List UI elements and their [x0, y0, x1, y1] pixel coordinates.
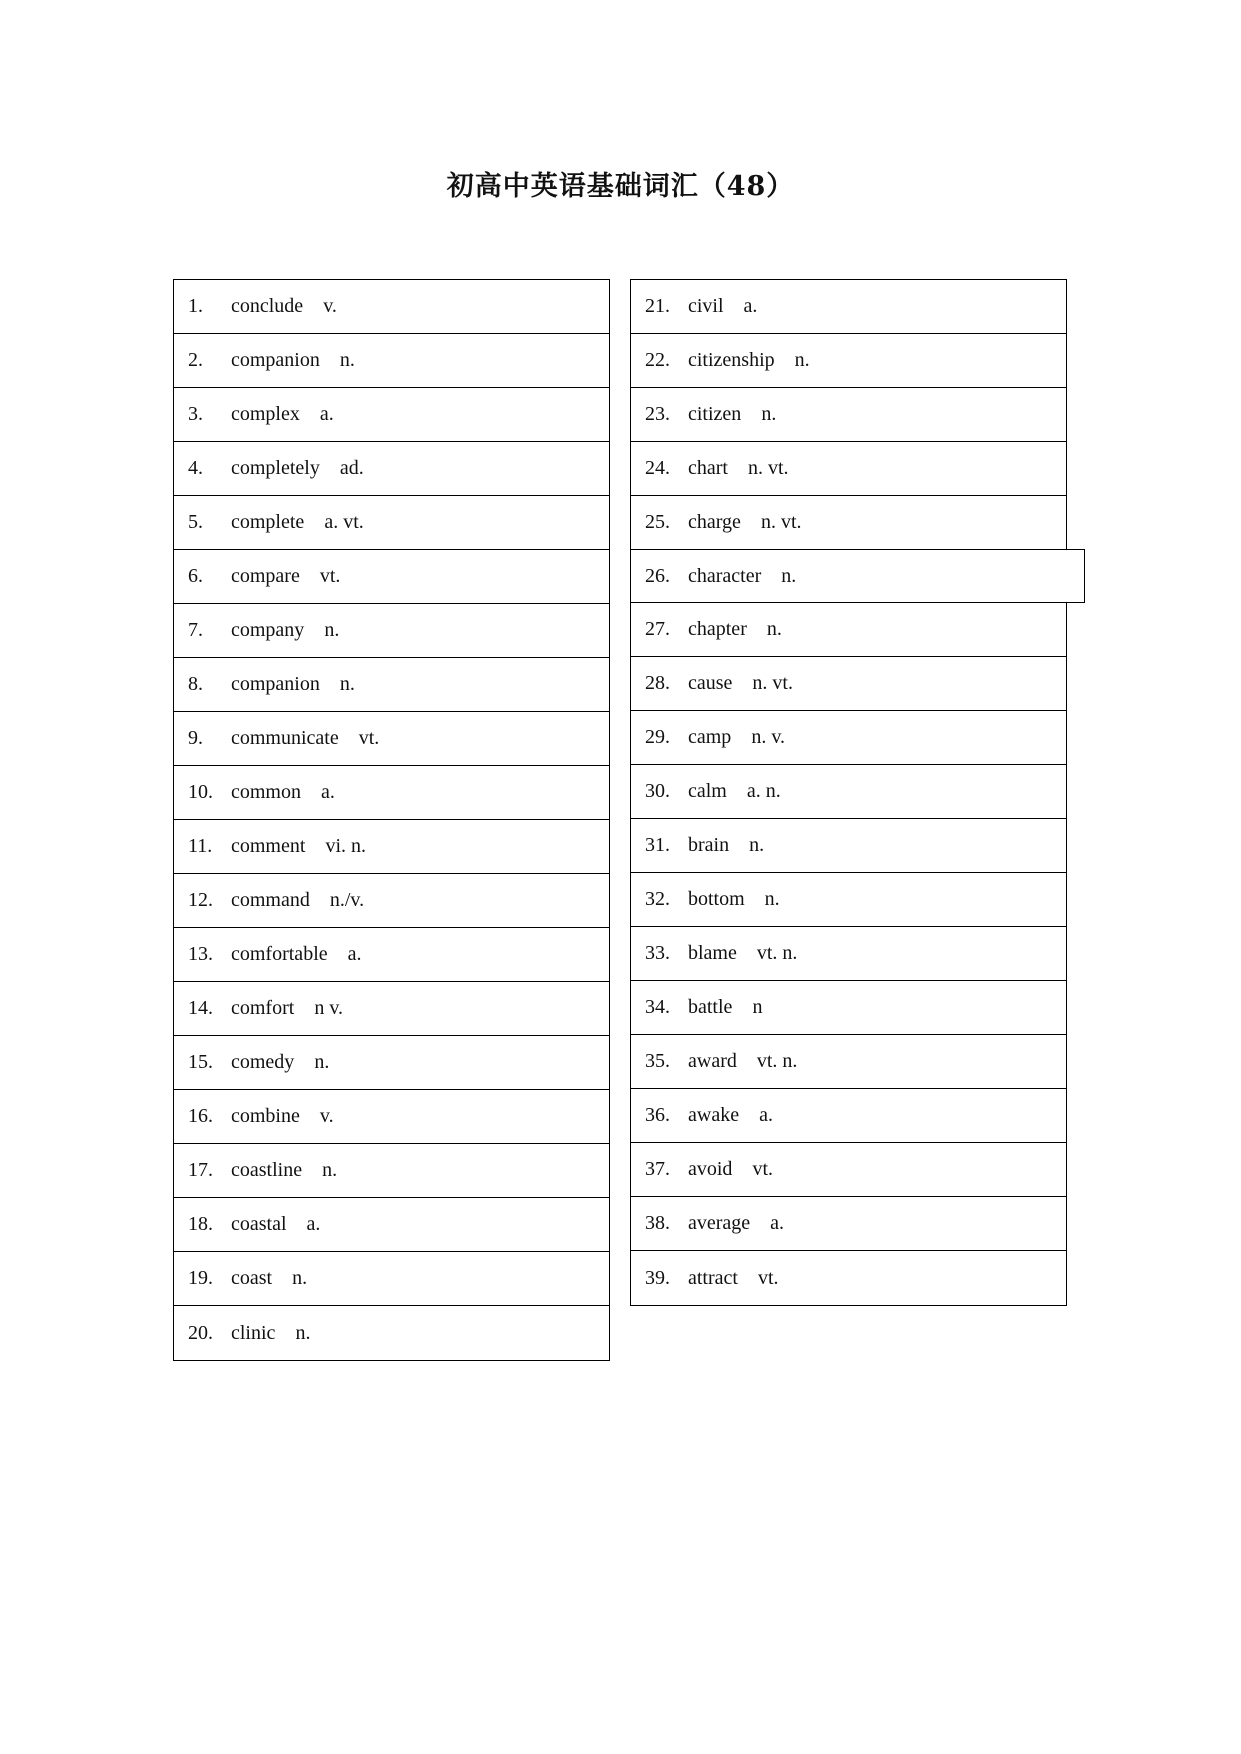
vocab-row — [631, 603, 1066, 657]
vocab-part-of-speech: n. — [339, 349, 355, 371]
vocab-number: 37. — [645, 1158, 670, 1180]
vocab-number: 38. — [645, 1212, 670, 1234]
vocab-word: brain — [688, 834, 730, 856]
vocab-part-of-speech: n. — [766, 618, 782, 640]
vocab-row — [631, 1251, 1066, 1305]
vocab-part-of-speech: v. — [323, 295, 337, 317]
vocab-number: 28. — [645, 672, 670, 694]
vocab-row — [174, 982, 609, 1036]
vocab-row — [174, 604, 609, 658]
vocab-word: charge — [688, 511, 741, 533]
vocab-word: comedy — [231, 1051, 295, 1073]
vocab-number: 30. — [645, 780, 670, 802]
vocab-row — [174, 1198, 609, 1252]
vocab-number: 3. — [188, 403, 203, 425]
vocab-row — [631, 1035, 1066, 1089]
vocab-word: complex — [231, 403, 300, 425]
vocab-row — [174, 1090, 609, 1144]
vocab-word: bottom — [688, 888, 745, 910]
vocab-word: character — [688, 564, 762, 587]
vocab-row — [631, 442, 1066, 496]
vocab-row — [631, 496, 1066, 550]
vocab-word: awake — [688, 1104, 740, 1126]
vocab-part-of-speech: n. — [322, 1159, 338, 1181]
vocab-part-of-speech: a. — [770, 1212, 785, 1234]
vocab-part-of-speech: n. — [324, 619, 340, 641]
vocab-word: coastline — [231, 1159, 303, 1181]
vocab-part-of-speech: vi. n. — [325, 835, 366, 857]
vocab-row — [174, 712, 609, 766]
vocab-part-of-speech: a. vt. — [324, 511, 364, 533]
vocab-number: 6. — [188, 565, 203, 587]
vocab-number: 8. — [188, 673, 203, 695]
vocab-part-of-speech: vt. n. — [756, 942, 798, 964]
vocab-row — [631, 388, 1066, 442]
vocab-part-of-speech: n. — [339, 673, 355, 695]
vocab-word: chapter — [688, 618, 747, 640]
vocab-word: cause — [688, 672, 733, 694]
vocab-part-of-speech: n./v. — [329, 889, 365, 911]
vocab-number: 23. — [645, 403, 670, 425]
vocab-part-of-speech: n. — [794, 349, 810, 371]
vocab-word: coast — [231, 1267, 273, 1289]
vocab-part-of-speech: n. vt. — [747, 457, 789, 479]
vocab-word: citizen — [688, 403, 742, 425]
vocab-word: citizenship — [688, 349, 775, 371]
vocab-part-of-speech: n v. — [314, 997, 344, 1019]
vocab-word: average — [688, 1212, 751, 1234]
vocab-word: company — [231, 619, 305, 641]
vocab-number: 39. — [645, 1266, 670, 1289]
vocab-word: chart — [688, 457, 728, 479]
vocab-row — [631, 1197, 1066, 1251]
vocab-word: common — [231, 781, 301, 803]
vocab-part-of-speech: n. — [761, 403, 777, 425]
vocab-number: 25. — [645, 511, 670, 533]
vocab-number: 4. — [188, 457, 203, 479]
vocab-word: camp — [688, 726, 732, 748]
vocab-number: 17. — [188, 1159, 213, 1181]
vocab-word: combine — [231, 1105, 300, 1127]
vocab-part-of-speech: n. — [295, 1321, 311, 1344]
vocab-number: 19. — [188, 1267, 213, 1289]
vocab-number: 29. — [645, 726, 670, 748]
vocab-part-of-speech: n. vt. — [760, 511, 802, 533]
vocab-row — [631, 819, 1066, 873]
vocab-word: civil — [688, 295, 724, 317]
vocab-part-of-speech: n — [752, 996, 763, 1018]
vocab-word: battle — [688, 996, 733, 1018]
vocab-word: conclude — [231, 295, 304, 317]
vocab-number: 11. — [188, 835, 213, 857]
vocab-number: 12. — [188, 889, 213, 911]
vocab-number: 24. — [645, 457, 670, 479]
vocab-part-of-speech: n. vt. — [752, 672, 793, 694]
vocab-word: blame — [688, 942, 737, 964]
vocab-part-of-speech: ad. — [339, 457, 364, 479]
vocab-row — [174, 334, 609, 388]
vocab-number: 34. — [645, 996, 670, 1018]
vocab-word: comment — [231, 835, 306, 857]
vocab-table-right — [630, 279, 1067, 1306]
vocab-number: 9. — [188, 727, 203, 749]
vocab-word: attract — [688, 1266, 738, 1289]
vocab-number: 2. — [188, 349, 203, 371]
vocab-number: 36. — [645, 1104, 670, 1126]
vocab-row — [631, 549, 1085, 603]
vocab-word: compare — [231, 565, 300, 587]
vocab-number: 15. — [188, 1051, 213, 1073]
vocab-number: 27. — [645, 618, 670, 640]
vocab-number: 21. — [645, 295, 670, 317]
vocab-word: comfortable — [231, 943, 328, 965]
vocab-row — [174, 928, 609, 982]
vocab-word: complete — [231, 511, 305, 533]
vocab-row — [631, 280, 1066, 334]
vocab-word: avoid — [688, 1158, 733, 1180]
vocab-number: 1. — [188, 295, 203, 317]
vocab-part-of-speech: n. — [292, 1267, 308, 1289]
vocab-number: 14. — [188, 997, 213, 1019]
vocab-number: 18. — [188, 1213, 213, 1235]
vocab-word: companion — [231, 349, 320, 371]
vocab-row — [631, 1089, 1066, 1143]
vocab-row — [174, 1144, 609, 1198]
vocab-part-of-speech: n. — [764, 888, 780, 910]
vocab-row — [174, 442, 609, 496]
vocab-row — [631, 334, 1066, 388]
vocab-number: 13. — [188, 943, 213, 965]
vocab-part-of-speech: a. — [319, 403, 334, 425]
vocab-word: communicate — [231, 727, 339, 749]
vocab-part-of-speech: n. — [781, 564, 797, 587]
vocab-row — [174, 1036, 609, 1090]
vocab-word: calm — [688, 780, 727, 802]
vocab-word: command — [231, 889, 310, 911]
vocab-row — [174, 496, 609, 550]
vocab-part-of-speech: n. v. — [751, 726, 786, 748]
vocab-part-of-speech: vt. — [319, 565, 341, 587]
vocab-part-of-speech: n. — [314, 1051, 330, 1073]
vocab-row — [631, 765, 1066, 819]
vocab-row — [631, 711, 1066, 765]
vocab-row — [174, 1306, 609, 1360]
vocab-number: 33. — [645, 942, 670, 964]
vocab-part-of-speech: a. — [306, 1213, 321, 1235]
vocab-table-left — [173, 279, 610, 1361]
vocab-number: 20. — [188, 1321, 213, 1344]
vocab-word: completely — [231, 457, 320, 479]
vocab-number: 7. — [188, 619, 203, 641]
vocab-row — [174, 1252, 609, 1306]
page-title: 初高中英语基础词汇（48） — [446, 171, 795, 202]
vocab-row — [174, 658, 609, 712]
vocab-part-of-speech: a. — [759, 1104, 773, 1126]
vocab-number: 16. — [188, 1105, 213, 1127]
vocab-row — [174, 388, 609, 442]
vocab-row — [631, 873, 1066, 927]
vocab-part-of-speech: a. — [321, 781, 335, 803]
vocab-number: 32. — [645, 888, 670, 910]
vocab-number: 26. — [645, 564, 670, 587]
vocab-word: award — [688, 1050, 737, 1072]
vocab-row — [174, 280, 609, 334]
vocab-part-of-speech: vt. — [358, 727, 380, 749]
vocab-word: comfort — [231, 997, 295, 1019]
vocab-row — [174, 874, 609, 928]
vocab-part-of-speech: a. — [347, 943, 362, 965]
vocab-part-of-speech: vt. n. — [756, 1050, 798, 1072]
vocab-row — [631, 927, 1066, 981]
vocab-part-of-speech: a. n. — [746, 780, 781, 802]
vocab-number: 35. — [645, 1050, 670, 1072]
vocab-row — [174, 820, 609, 874]
vocab-part-of-speech: vt. — [757, 1266, 779, 1289]
vocab-row — [631, 657, 1066, 711]
vocab-number: 22. — [645, 349, 670, 371]
vocab-row — [631, 1143, 1066, 1197]
vocab-part-of-speech: n. — [749, 834, 765, 856]
vocab-row — [174, 550, 609, 604]
vocab-part-of-speech: a. — [743, 295, 758, 317]
vocab-part-of-speech: v. — [319, 1105, 334, 1127]
vocab-number: 5. — [188, 511, 203, 533]
vocab-row — [631, 981, 1066, 1035]
vocab-number: 31. — [645, 834, 670, 856]
vocab-word: coastal — [231, 1213, 287, 1235]
vocab-word: companion — [231, 673, 320, 695]
vocab-part-of-speech: vt. — [752, 1158, 773, 1180]
vocab-number: 10. — [188, 781, 213, 803]
vocab-row — [174, 766, 609, 820]
vocab-word: clinic — [231, 1321, 276, 1344]
